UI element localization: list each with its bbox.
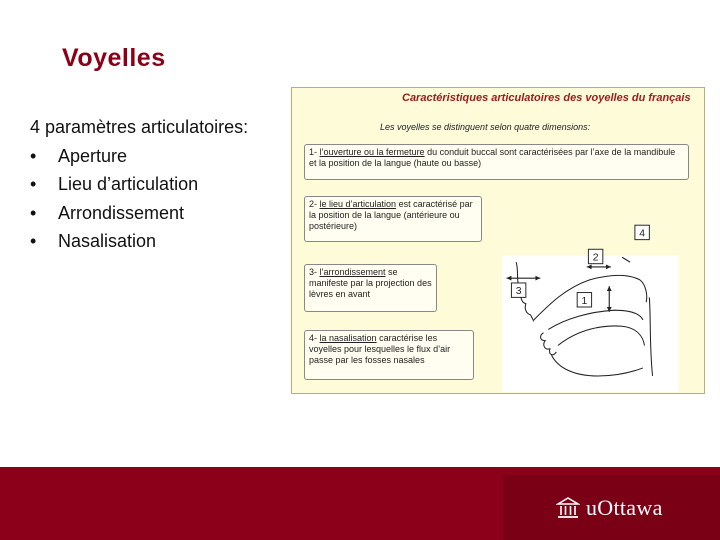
articulation-figure	[291, 87, 705, 394]
box-term: le lieu d’articulation	[319, 199, 397, 209]
bullet-text: Aperture	[58, 145, 128, 166]
figure-title: Caractéristiques articulatoires des voyelles du français	[402, 92, 691, 104]
logo-text: uOttawa	[586, 495, 663, 520]
bullet-marker: •	[30, 174, 37, 194]
place-box	[304, 196, 482, 242]
aperture-box	[304, 144, 689, 180]
box-number: 4-	[309, 333, 320, 343]
bullet-item	[30, 199, 248, 228]
bullet-text: Arrondissement	[58, 202, 185, 223]
box-term: l’arrondissement	[319, 267, 386, 277]
slide-title: Voyelles	[62, 44, 166, 72]
label-3: 3	[515, 286, 522, 298]
label-4: 4	[639, 228, 646, 240]
bullet-list	[30, 113, 248, 256]
box-term: la nasalisation	[319, 333, 377, 343]
bullet-marker: •	[30, 145, 37, 166]
uottawa-logo	[556, 495, 663, 521]
box-number: 1-	[309, 147, 320, 157]
bullet-marker: •	[30, 202, 37, 223]
bullet-marker: •	[30, 231, 37, 251]
box-text: caractérise les voyelles pour lesquelles le flux d’air passe par les fosses nasales	[309, 333, 451, 365]
vocal-tract-diagram	[480, 222, 700, 392]
bullet-text: Nasalisation	[58, 231, 157, 251]
bullet-item	[30, 142, 248, 171]
building-icon	[556, 496, 580, 520]
box-number: 3-	[309, 267, 320, 277]
bullet-item	[30, 227, 248, 256]
bullet-text: Lieu d’articulation	[58, 174, 199, 194]
figure-subtitle: Les voyelles se distinguent selon quatre dimensions:	[380, 122, 591, 132]
bullet-lead: 4 paramètres articulatoires:	[30, 117, 249, 137]
box-text: du conduit buccal sont caractérisées par l’axe de la mandibule et la position de la langue (haute ou basse)	[309, 147, 676, 168]
rounding-box	[304, 264, 437, 312]
label-2: 2	[592, 252, 599, 264]
box-text: se manifeste par la projection des lèvres en avant	[309, 267, 432, 299]
box-term: l’ouverture ou la fermeture	[319, 147, 425, 157]
nasalisation-box	[304, 330, 474, 380]
box-text: est caractérisé par la position de la langue (antérieure ou postérieure)	[309, 199, 473, 231]
bullet-item	[30, 170, 248, 199]
label-1: 1	[581, 295, 588, 307]
box-number: 2-	[309, 199, 320, 209]
